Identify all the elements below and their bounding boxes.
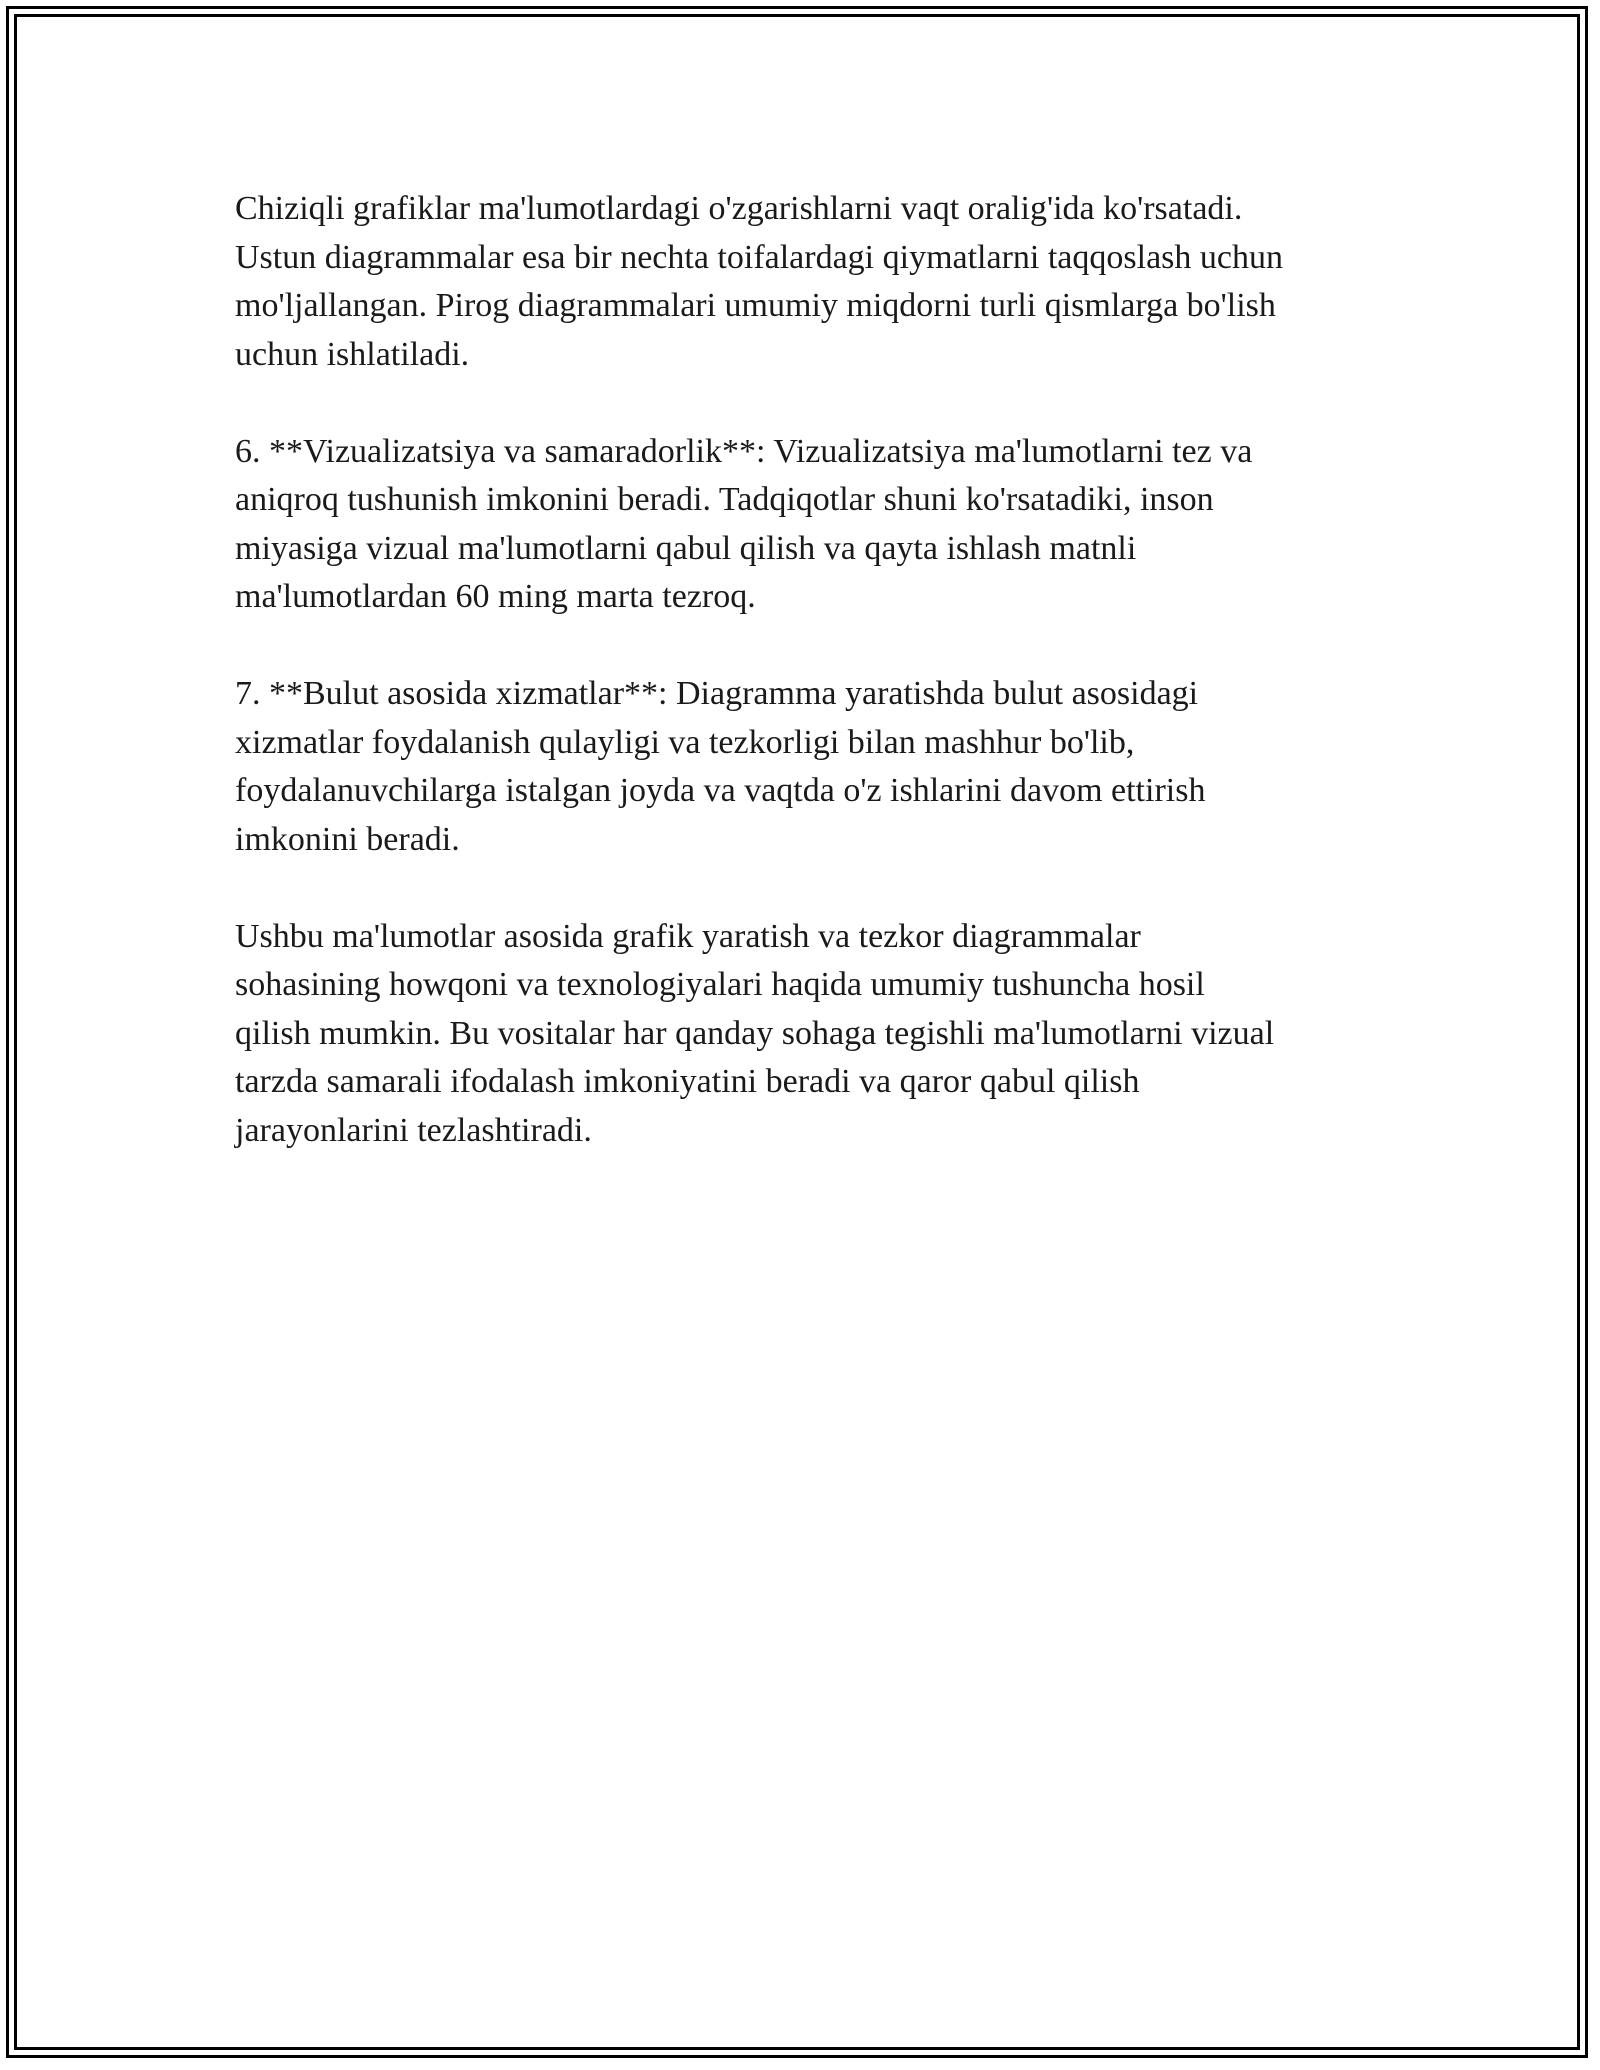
paragraph-visualization-efficiency: 6. **Vizualizatsiya va samaradorlik**: Vizualizatsiya ma'lumotlarni tez va aniqroq tushunish imkonini beradi. Tadqiqotlar shuni ko'rsatadiki, inson miyasiga vizual ma'lumotlarni qabul qilish va qayta ishlash matnli ma'lumotlardan 60 ming marta tezroq. (235, 432, 1253, 615)
paragraph-cloud-services: 7. **Bulut asosida xizmatlar**: Diagramma yaratishda bulut asosidagi xizmatlar foydalanish qulayligi va tezkorligi bilan mashhur bo'lib, foydalanuvchilarga istalgan joyda va vaqtda o'z ishlarini davom ettirish imkonini beradi. (235, 675, 1206, 858)
document-body (235, 185, 1385, 1204)
paragraph-conclusion: Ushbu ma'lumotlar asosida grafik yaratish va tezkor diagrammalar sohasining howqoni va texnologiyalari haqida umumiy tushuncha hosil qilish mumkin. Bu vositalar har qanday sohaga tegishli ma'lumotlarni vizual tarzda samarali ifodalash imkoniyatini beradi va qaror qabul qilish jarayonlarini tezlashtiradi. (235, 917, 1275, 1149)
paragraph-chart-types: Chiziqli grafiklar ma'lumotlardagi o'zgarishlarni vaqt oralig'ida ko'rsatadi. Ustun diagrammalar esa bir nechta toifalardagi qiymatlarni taqqoslash uchun mo'ljallangan. Pirog diagrammalari umumiy miqdorni turli qismlarga bo'lish uchun ishlatiladi. (235, 190, 1283, 373)
